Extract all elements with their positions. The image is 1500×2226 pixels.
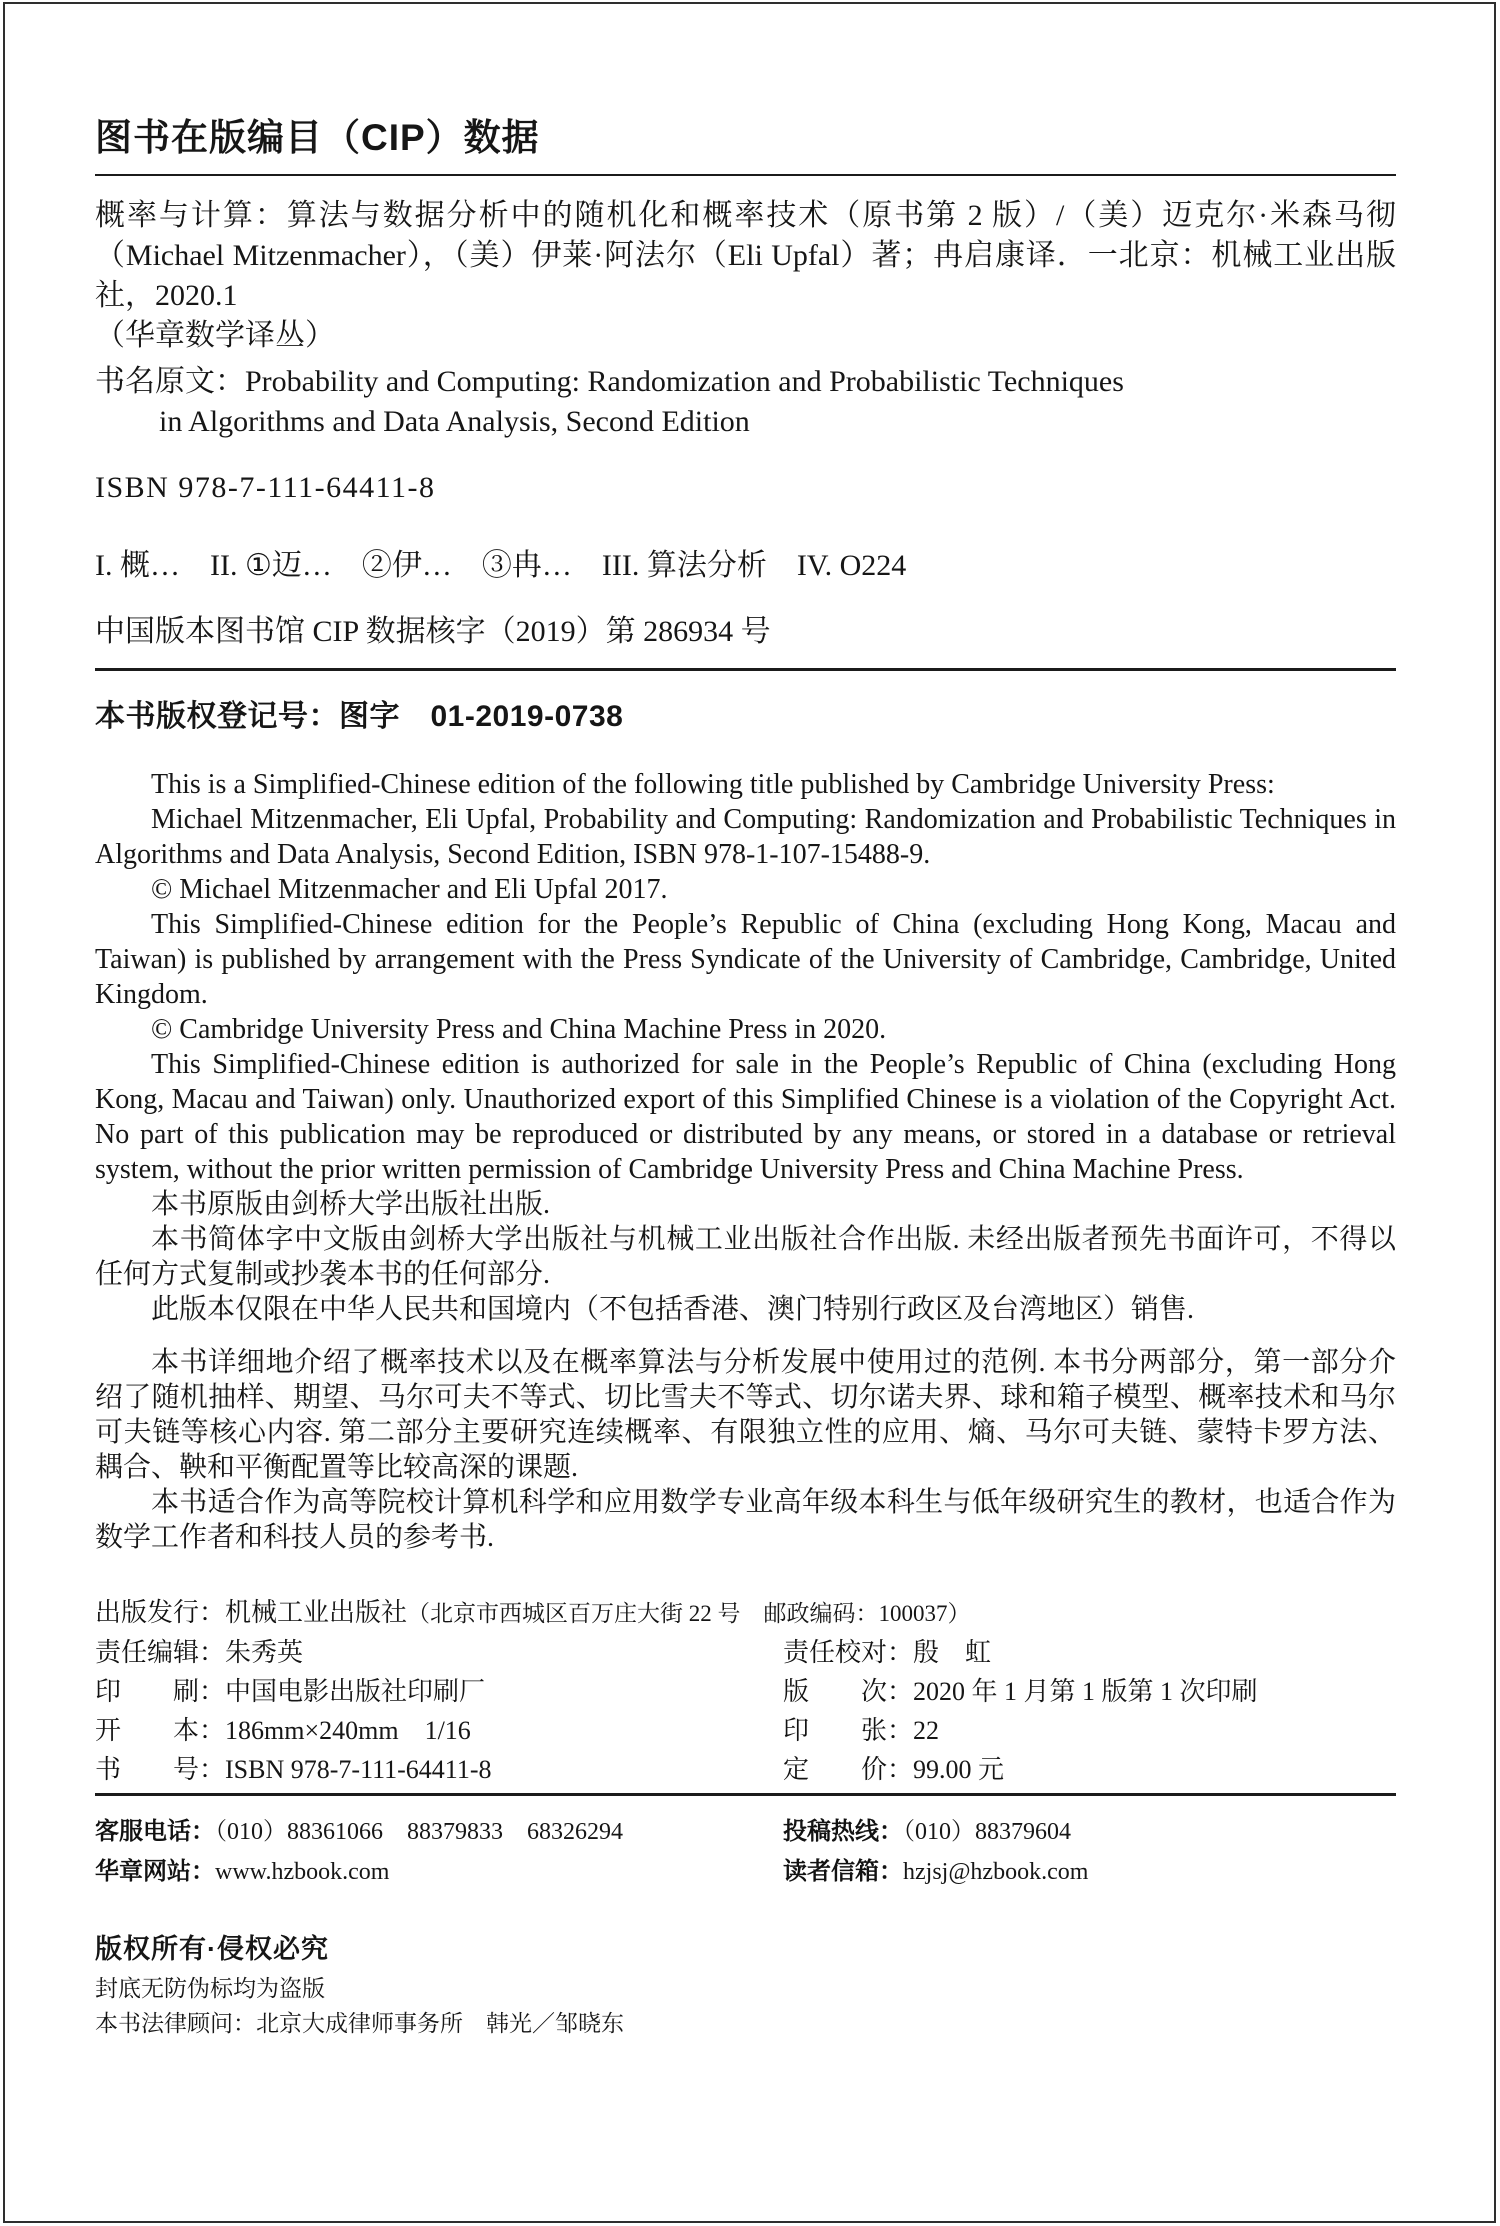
colophon-row: [95, 1752, 1396, 1787]
colophon-rows: [95, 1635, 1396, 1787]
notice-paragraph: Michael Mitzenmacher, Eli Upfal, Probability and Computing: Randomization and Probabilistic Techniques in Algorithms and Data Analysis, Second Edition, ISBN 978-1-107-15488-9.: [95, 804, 1396, 870]
colophon-right-label: 责任校对：: [783, 1637, 914, 1667]
publisher-name: 机械工业出版社: [225, 1598, 408, 1627]
colophon-publisher-row: [95, 1595, 1396, 1631]
cip-entry-block: [95, 196, 1396, 652]
colophon-left-value: ISBN 978-7-111-64411-8: [225, 1755, 492, 1784]
colophon-right-cell: [783, 1674, 1396, 1709]
contact-right-value: hzjsj@hzbook.com: [903, 1859, 1089, 1885]
contact-right-value: （010）88379604: [903, 1819, 1071, 1845]
divider-after-cip: [95, 668, 1396, 671]
all-rights-reserved-line: 版权所有·侵权必究: [95, 1934, 329, 1964]
notice-paragraph: This Simplified-Chinese edition for the People’s Republic of China (excluding Hong Kong, Macau and Taiwan) is published by arrangement with the Press Syndicate of the University of Cambridge, Cambridge, United Kingdom.: [95, 909, 1396, 1010]
notice-paragraph: This Simplified-Chinese edition is authorized for sale in the People’s Republic of China (excluding Hong Kong, Macau and Taiwan) only. Unauthorized export of this Simplified Chinese is a violation of the Copyright Act. No part of this publication may be reproduced or distributed by any means, or stored in a database or retrieval system, without the prior written permission of Cambridge University Press and China Machine Press.: [95, 1049, 1396, 1185]
colophon-left-cell: [95, 1635, 783, 1670]
colophon-left-cell: [95, 1752, 783, 1787]
original-title-text: Probability and Computing: Randomization and Probabilistic Techniques: [245, 365, 1124, 398]
contact-left-label: 华章网站：: [95, 1859, 215, 1885]
original-title-label: 书名原文：: [95, 365, 245, 398]
notice-paragraph: This is a Simplified-Chinese edition of the following title published by Cambridge University Press:: [151, 769, 1275, 800]
contact-left-cell: [95, 1852, 783, 1892]
contact-right-label: 读者信箱：: [783, 1859, 903, 1885]
description-paragraph: 本书适合作为高等院校计算机科学和应用数学专业高年级本科生与低年级研究生的教材，也适合作为数学工作者和科技人员的参考书.: [95, 1487, 1396, 1553]
contact-right-cell: [783, 1852, 1396, 1892]
copyright-registration-line: 本书版权登记号：图字 01-2019-0738: [95, 700, 624, 733]
notice-paragraph: © Michael Mitzenmacher and Eli Upfal 2017.: [151, 874, 668, 905]
anti-piracy-line: 封底无防伪标均为盗版: [95, 1976, 325, 2001]
contact-left-label: 客服电话：: [95, 1819, 215, 1845]
colophon-right-label: 印 张：: [783, 1715, 914, 1745]
colophon-block: [95, 1595, 1396, 1787]
colophon-row: [95, 1713, 1396, 1748]
colophon-right-value: 2020 年 1 月第 1 版第 1 次印刷: [913, 1677, 1258, 1706]
contact-right-label: 投稿热线：: [783, 1819, 903, 1845]
notice-paragraph: 此版本仅限在中华人民共和国境内（不包括香港、澳门特别行政区及台湾地区）销售.: [151, 1294, 1195, 1325]
colophon-right-cell: [783, 1635, 1396, 1670]
contact-row: [95, 1812, 1396, 1852]
colophon-left-value: 朱秀英: [225, 1638, 304, 1667]
copyright-notice-block: [95, 767, 1396, 1327]
cip-entry-line: 概率与计算：算法与数据分析中的随机化和概率技术（原书第 2 版）/（美）迈克尔·米森马彻（Michael Mitzenmacher），（美）伊莱·阿法尔（Eli Upfal）著；冉启康译．一北京：机械工业出版社，2020.1: [95, 199, 1396, 312]
colophon-right-cell: [783, 1713, 1396, 1748]
classification-line: I. 概… II. ①迈… ②伊… ③冉… III. 算法分析 IV. O224: [95, 549, 907, 582]
cip-header-title: 图书在版编目（CIP）数据: [95, 117, 540, 158]
contact-left-cell: [95, 1812, 783, 1852]
colophon-right-cell: [783, 1752, 1396, 1787]
colophon-left-value: 中国电影出版社印刷厂: [225, 1677, 486, 1706]
original-title-line1: [95, 362, 1396, 402]
publisher-address: （北京市西城区百万庄大街 22 号 邮政编码：100037）: [407, 1601, 971, 1626]
book-description-block: [95, 1345, 1396, 1555]
original-title-line2: in Algorithms and Data Analysis, Second Edition: [159, 405, 750, 438]
contacts-block: [95, 1812, 1396, 1892]
contact-row: [95, 1852, 1396, 1892]
colophon-right-value: 殷 虹: [913, 1638, 992, 1667]
notice-paragraph: 本书简体字中文版由剑桥大学出版社与机械工业出版社合作出版. 未经出版者预先书面许可，不得以任何方式复制或抄袭本书的任何部分.: [95, 1224, 1396, 1290]
page-frame: [3, 2, 1496, 2223]
contact-left-value: www.hzbook.com: [215, 1859, 390, 1885]
colophon-left-label: 责任编辑：: [95, 1637, 226, 1667]
isbn-line: ISBN 978-7-111-64411-8: [95, 471, 436, 504]
cip-series-line: （华章数学译丛）: [95, 319, 335, 352]
colophon-right-value: 99.00 元: [913, 1755, 1005, 1784]
colophon-right-label: 版 次：: [783, 1676, 914, 1706]
cip-record-line: 中国版本图书馆 CIP 数据核字（2019）第 286934 号: [95, 615, 771, 648]
colophon-left-label: 开 本：: [95, 1715, 226, 1745]
colophon-left-label: 印 刷：: [95, 1676, 226, 1706]
colophon-right-value: 22: [913, 1716, 940, 1745]
colophon-left-label: 书 号：: [95, 1754, 226, 1784]
divider-after-colophon: [95, 1793, 1396, 1796]
colophon-row: [95, 1674, 1396, 1709]
notice-paragraph: 本书原版由剑桥大学出版社出版.: [151, 1189, 551, 1220]
colophon-right-label: 定 价：: [783, 1754, 914, 1784]
contact-right-cell: [783, 1812, 1396, 1852]
divider-under-header: [95, 174, 1396, 176]
colophon-left-cell: [95, 1674, 783, 1709]
contact-left-value: （010）88361066 88379833 68326294: [215, 1819, 623, 1845]
colophon-row: [95, 1635, 1396, 1670]
notice-paragraph: © Cambridge University Press and China Machine Press in 2020.: [151, 1014, 887, 1045]
legal-counsel-line: 本书法律顾问：北京大成律师事务所 韩光／邹晓东: [95, 2011, 624, 2036]
description-paragraph: 本书详细地介绍了概率技术以及在概率算法与分析发展中使用过的范例. 本书分两部分，第一部分介绍了随机抽样、期望、马尔可夫不等式、切比雪夫不等式、切尔诺夫界、球和箱子模型、概率技术和马尔可夫链等核心内容. 第二部分主要研究连续概率、有限独立性的应用、熵、马尔可夫链、蒙特卡罗方法、耦合、鞅和平衡配置等比较高深的课题.: [95, 1347, 1396, 1483]
colophon-left-cell: [95, 1713, 783, 1748]
colophon-left-value: 186mm×240mm 1/16: [225, 1716, 471, 1745]
publisher-label: 出版发行：: [95, 1597, 226, 1627]
